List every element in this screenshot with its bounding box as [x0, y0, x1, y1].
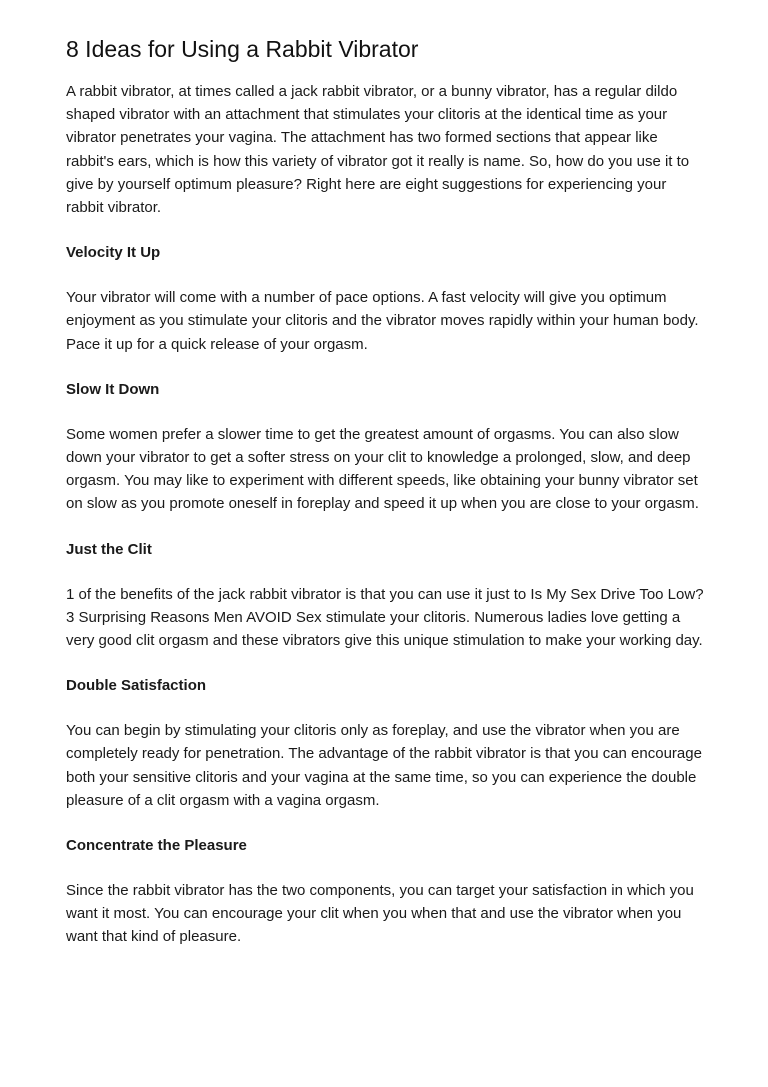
intro-paragraph: A rabbit vibrator, at times called a jack rabbit vibrator, or a bunny vibrator, has a regular dildo shaped vibrator with an attachment that stimulates your clitoris at the identical time as your vibrator penetrates your vagina. The attachment has two formed sections that appear like rabbit's ears, which is how this variety of vibrator got it really is name. So, how do you use it to give by yourself optimum pleasure? Right here are eight suggestions for experiencing your rabbit vibrator.: [66, 83, 690, 217]
section-heading-slow: Slow It Down: [66, 380, 160, 398]
section-body-double: You can begin by stimulating your clitoris only as foreplay, and use the vibrator when you are completely ready for penetration. The advantage of the rabbit vibrator is that you can encourage both your sensitive clitoris and your vagina at the same time, so you can experience the double pleasure of a clit orgasm with a vagina orgasm.: [66, 722, 702, 809]
section-heading-concentrate: Concentrate the Pleasure: [66, 837, 247, 855]
section-heading-clit: Just the Clit: [66, 540, 152, 558]
section-heading-velocity: Velocity It Up: [66, 244, 161, 262]
section-body-concentrate: Since the rabbit vibrator has the two components, you can target your satisfaction in which you want it most. You can encourage your clit when you when that and use the vibrator when you want that kind of pleasure.: [66, 882, 694, 946]
section-body-slow: Some women prefer a slower time to get the greatest amount of orgasms. You can also slow down your vibrator to get a softer stress on your clit to knowledge a prolonged, slow, and deep orgasm. You may like to experiment with different speeds, like obtaining your bunny vibrator set on slow as you promote oneself in foreplay and speed it up when you are close to your orgasm.: [66, 425, 699, 513]
section-body-velocity: Your vibrator will come with a number of pace options. A fast velocity will give you optimum enjoyment as you stimulate your clitoris and the vibrator moves rapidly within your human body. Pace it up for a quick release of your orgasm.: [66, 289, 699, 353]
section-body-clit: 1 of the benefits of the jack rabbit vibrator is that you can use it just to Is My Sex Drive Too Low? 3 Surprising Reasons Men AVOID Sex stimulate your clitoris. Numerous ladies love getting a very good clit orgasm and these vibrators give this unique stimulation to make your working day.: [66, 585, 704, 650]
document-title: 8 Ideas for Using a Rabbit Vibrator: [66, 36, 419, 62]
section-heading-double: Double Satisfaction: [66, 677, 207, 695]
